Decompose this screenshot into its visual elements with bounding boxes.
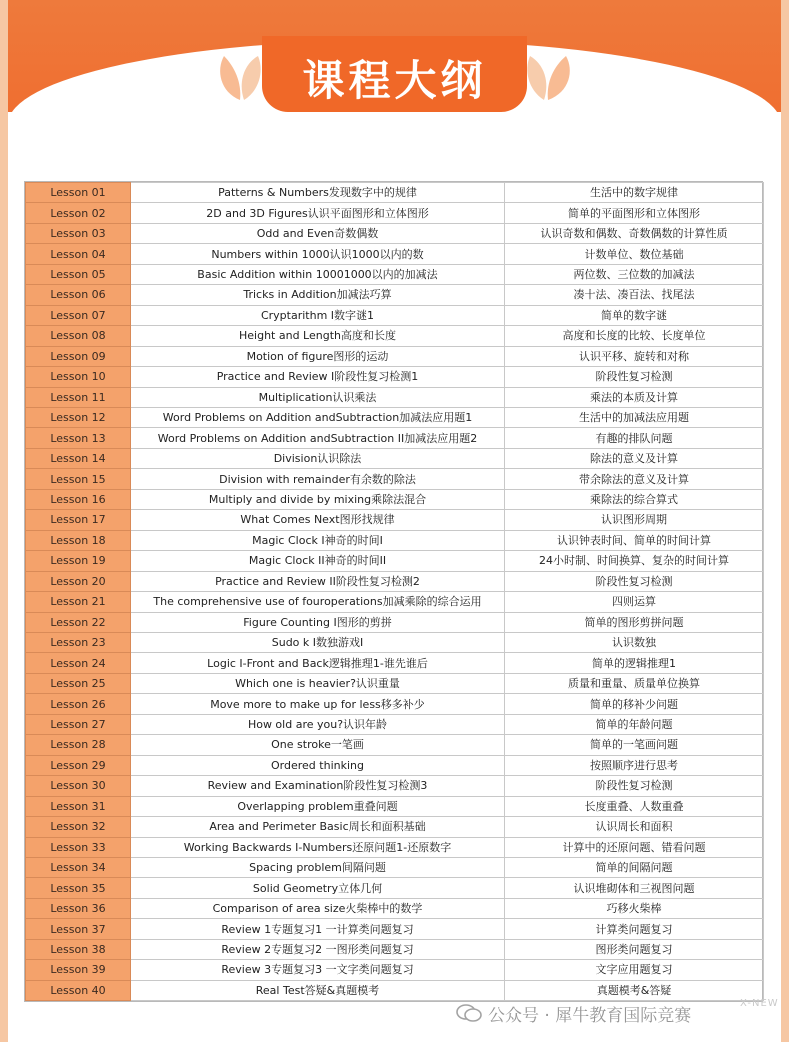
table-row (26, 448, 764, 468)
syllabus-table (24, 181, 763, 1002)
lesson-cell: Lesson 06 (26, 285, 131, 305)
lesson-cell: Lesson 31 (26, 796, 131, 816)
lesson-cell: Lesson 34 (26, 857, 131, 877)
table-row (26, 960, 764, 980)
lesson-cell: Lesson 24 (26, 653, 131, 673)
table-row (26, 244, 764, 264)
focus-cell: 简单的图形剪拼问题 (505, 612, 764, 632)
focus-cell: 认识数独 (505, 632, 764, 652)
lesson-cell: Lesson 18 (26, 530, 131, 550)
lesson-cell: Lesson 26 (26, 694, 131, 714)
focus-cell: 认识奇数和偶数、奇数偶数的计算性质 (505, 223, 764, 243)
lesson-cell: Lesson 15 (26, 469, 131, 489)
topic-cell: 2D and 3D Figures认识平面图形和立体图形 (131, 203, 505, 223)
focus-cell: 真题模考&答疑 (505, 980, 764, 1000)
table-row (26, 878, 764, 898)
table-row (26, 857, 764, 877)
topic-cell: Motion of figure图形的运动 (131, 346, 505, 366)
topic-cell: Multiplication认识乘法 (131, 387, 505, 407)
lesson-cell: Lesson 27 (26, 714, 131, 734)
topic-cell: Sudo k I数独游戏I (131, 632, 505, 652)
focus-cell: 简单的一笔画问题 (505, 735, 764, 755)
focus-cell: 简单的逻辑推理1 (505, 653, 764, 673)
table-row (26, 571, 764, 591)
topic-cell: Practice and Review II阶段性复习检测2 (131, 571, 505, 591)
focus-cell: 有趣的排队问题 (505, 428, 764, 448)
table-row (26, 510, 764, 530)
focus-cell: 带余除法的意义及计算 (505, 469, 764, 489)
table-row (26, 367, 764, 387)
topic-cell: Comparison of area size火柴棒中的数学 (131, 898, 505, 918)
lesson-cell: Lesson 03 (26, 223, 131, 243)
lesson-cell: Lesson 23 (26, 632, 131, 652)
focus-cell: 阶段性复习检测 (505, 571, 764, 591)
lesson-cell: Lesson 33 (26, 837, 131, 857)
table-row (26, 755, 764, 775)
table-row (26, 796, 764, 816)
focus-cell: 除法的意义及计算 (505, 448, 764, 468)
topic-cell: Review 2专题复习2 一图形类问题复习 (131, 939, 505, 959)
focus-cell: 认识平移、旋转和对称 (505, 346, 764, 366)
topic-cell: Area and Perimeter Basic周长和面积基础 (131, 817, 505, 837)
lesson-cell: Lesson 29 (26, 755, 131, 775)
table-row (26, 837, 764, 857)
topic-cell: Magic Clock I神奇的时间I (131, 530, 505, 550)
table-row (26, 694, 764, 714)
lesson-cell: Lesson 14 (26, 448, 131, 468)
lesson-cell: Lesson 07 (26, 305, 131, 325)
focus-cell: 乘除法的综合算式 (505, 489, 764, 509)
table-row (26, 939, 764, 959)
lesson-cell: Lesson 12 (26, 407, 131, 427)
focus-cell: 质量和重量、质量单位换算 (505, 673, 764, 693)
table-row (26, 530, 764, 550)
focus-cell: 简单的移补少问题 (505, 694, 764, 714)
focus-cell: 生活中的加减法应用题 (505, 407, 764, 427)
table-row (26, 489, 764, 509)
lesson-cell: Lesson 32 (26, 817, 131, 837)
wechat-icon (456, 1003, 482, 1023)
lesson-cell: Lesson 04 (26, 244, 131, 264)
topic-cell: Practice and Review I阶段性复习检测1 (131, 367, 505, 387)
topic-cell: Division认识除法 (131, 448, 505, 468)
focus-cell: 认识钟表时间、简单的时间计算 (505, 530, 764, 550)
topic-cell: Word Problems on Addition andSubtraction加减法应用题1 (131, 407, 505, 427)
focus-cell: 图形类问题复习 (505, 939, 764, 959)
lesson-cell: Lesson 21 (26, 592, 131, 612)
topic-cell: Tricks in Addition加减法巧算 (131, 285, 505, 305)
lesson-cell: Lesson 38 (26, 939, 131, 959)
topic-cell: What Comes Next图形找规律 (131, 510, 505, 530)
watermark-text: 公众号 · 犀牛教育国际竞赛 (488, 1005, 692, 1026)
topic-cell: Odd and Even奇数偶数 (131, 223, 505, 243)
focus-cell: 计数单位、数位基础 (505, 244, 764, 264)
table-row (26, 223, 764, 243)
table-row (26, 735, 764, 755)
lesson-cell: Lesson 13 (26, 428, 131, 448)
watermark-logo: X-NEW (740, 998, 779, 1009)
lesson-cell: Lesson 20 (26, 571, 131, 591)
lesson-cell: Lesson 22 (26, 612, 131, 632)
table-row (26, 592, 764, 612)
lesson-cell: Lesson 01 (26, 183, 131, 203)
table-row (26, 264, 764, 284)
topic-cell: Logic I-Front and Back逻辑推理1-谁先谁后 (131, 653, 505, 673)
table-row (26, 653, 764, 673)
table-row (26, 285, 764, 305)
focus-cell: 高度和长度的比较、长度单位 (505, 326, 764, 346)
topic-cell: Spacing problem间隔问题 (131, 857, 505, 877)
lesson-cell: Lesson 37 (26, 919, 131, 939)
lesson-cell: Lesson 10 (26, 367, 131, 387)
topic-cell: Cryptarithm I数字谜1 (131, 305, 505, 325)
focus-cell: 简单的间隔问题 (505, 857, 764, 877)
lesson-cell: Lesson 35 (26, 878, 131, 898)
topic-cell: Figure Counting I图形的剪拼 (131, 612, 505, 632)
topic-cell: Word Problems on Addition andSubtraction II加减法应用题2 (131, 428, 505, 448)
lesson-cell: Lesson 17 (26, 510, 131, 530)
focus-cell: 生活中的数字规律 (505, 183, 764, 203)
table-row (26, 919, 764, 939)
focus-cell: 四则运算 (505, 592, 764, 612)
lesson-cell: Lesson 08 (26, 326, 131, 346)
focus-cell: 阶段性复习检测 (505, 776, 764, 796)
focus-cell: 认识堆砌体和三视图问题 (505, 878, 764, 898)
table-row (26, 326, 764, 346)
topic-cell: Solid Geometry立体几何 (131, 878, 505, 898)
lesson-cell: Lesson 25 (26, 673, 131, 693)
focus-cell: 凑十法、凑百法、找尾法 (505, 285, 764, 305)
focus-cell: 长度重叠、人数重叠 (505, 796, 764, 816)
lesson-cell: Lesson 16 (26, 489, 131, 509)
topic-cell: Numbers within 1000认识1000以内的数 (131, 244, 505, 264)
topic-cell: Division with remainder有余数的除法 (131, 469, 505, 489)
topic-cell: Real Test答疑&真题模考 (131, 980, 505, 1000)
table-row (26, 714, 764, 734)
lesson-cell: Lesson 39 (26, 960, 131, 980)
topic-cell: Multiply and divide by mixing乘除法混合 (131, 489, 505, 509)
topic-cell: Which one is heavier?认识重量 (131, 673, 505, 693)
focus-cell: 巧移火柴棒 (505, 898, 764, 918)
topic-cell: Magic Clock II神奇的时间II (131, 551, 505, 571)
topic-cell: Review 1专题复习1 一计算类问题复习 (131, 919, 505, 939)
table-row (26, 469, 764, 489)
focus-cell: 计算类问题复习 (505, 919, 764, 939)
syllabus-rows (26, 183, 764, 1001)
table-row (26, 551, 764, 571)
topic-cell: One stroke一笔画 (131, 735, 505, 755)
focus-cell: 计算中的还原问题、错看问题 (505, 837, 764, 857)
table-row (26, 428, 764, 448)
lesson-cell: Lesson 19 (26, 551, 131, 571)
topic-cell: Review and Examination阶段性复习检测3 (131, 776, 505, 796)
lesson-cell: Lesson 28 (26, 735, 131, 755)
focus-cell: 阶段性复习检测 (505, 367, 764, 387)
focus-cell: 两位数、三位数的加减法 (505, 264, 764, 284)
focus-cell: 认识图形周期 (505, 510, 764, 530)
lesson-cell: Lesson 30 (26, 776, 131, 796)
topic-cell: Height and Length高度和长度 (131, 326, 505, 346)
focus-cell: 简单的平面图形和立体图形 (505, 203, 764, 223)
focus-cell: 乘法的本质及计算 (505, 387, 764, 407)
topic-cell: The comprehensive use of fouroperations加减乘除的综合运用 (131, 592, 505, 612)
topic-cell: Basic Addition within 10001000以内的加减法 (131, 264, 505, 284)
page-title: 课程大纲 (302, 56, 487, 105)
topic-cell: Ordered thinking (131, 755, 505, 775)
lesson-cell: Lesson 11 (26, 387, 131, 407)
topic-cell: Patterns & Numbers发现数字中的规律 (131, 183, 505, 203)
focus-cell: 认识周长和面积 (505, 817, 764, 837)
lesson-cell: Lesson 02 (26, 203, 131, 223)
topic-cell: Move more to make up for less移多补少 (131, 694, 505, 714)
topic-cell: Working Backwards I-Numbers还原问题1-还原数字 (131, 837, 505, 857)
table-row (26, 407, 764, 427)
table-row (26, 673, 764, 693)
focus-cell: 文字应用题复习 (505, 960, 764, 980)
lesson-cell: Lesson 09 (26, 346, 131, 366)
lesson-cell: Lesson 40 (26, 980, 131, 1000)
topic-cell: Overlapping problem重叠问题 (131, 796, 505, 816)
topic-cell: How old are you?认识年龄 (131, 714, 505, 734)
table-row (26, 305, 764, 325)
table-row (26, 612, 764, 632)
lesson-cell: Lesson 05 (26, 264, 131, 284)
watermark (456, 998, 691, 1028)
table-row (26, 817, 764, 837)
table-row (26, 898, 764, 918)
table-row (26, 346, 764, 366)
focus-cell: 简单的数字谜 (505, 305, 764, 325)
focus-cell: 简单的年龄问题 (505, 714, 764, 734)
focus-cell: 24小时制、时间换算、复杂的时间计算 (505, 551, 764, 571)
lesson-cell: Lesson 36 (26, 898, 131, 918)
table-row (26, 203, 764, 223)
table-row (26, 632, 764, 652)
table-row (26, 183, 764, 203)
focus-cell: 按照顺序进行思考 (505, 755, 764, 775)
topic-cell: Review 3专题复习3 一文字类问题复习 (131, 960, 505, 980)
table-row (26, 387, 764, 407)
table-row (26, 776, 764, 796)
